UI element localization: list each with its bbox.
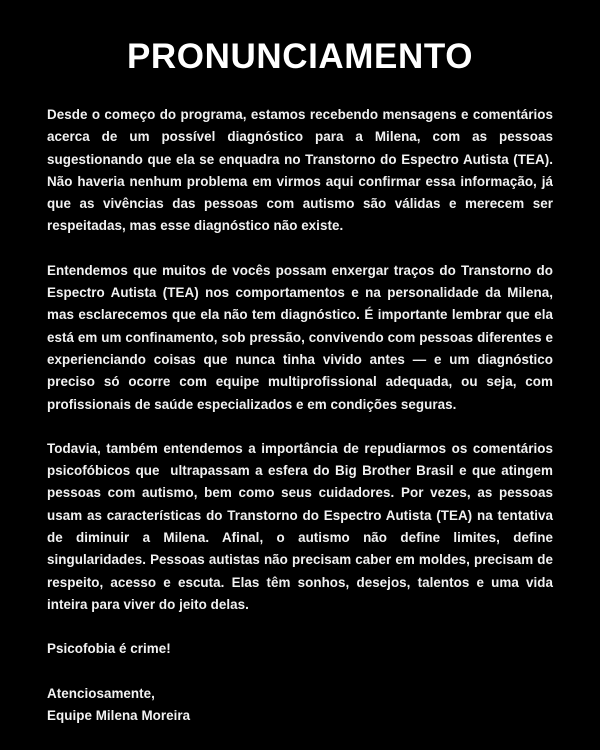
- statement-body: [47, 104, 557, 727]
- page-title: PRONUNCIAMENTO: [126, 37, 474, 76]
- statement-paragraph-2: Entendemos que muitos de vocês possam enxergar traços do Transtorno do Espectro Autista (TEA) nos comportamentos e na personalidade da Milena, mas esclarecemos que ela não tem diagnóstico. É importante lembrar que ela está em um confinamento, sob pressão, convivendo com pessoas diferentes e experienciando coisas que nunca tinha vivido antes — e um diagnóstico preciso só ocorre com equipe multiprofissional adequada, ou seja, com profissionais de saúde especializados e em condições seguras.: [47, 262, 557, 412]
- call-to-action-line: Psicofobia é crime!: [47, 641, 171, 657]
- signoff-block: [47, 638, 553, 727]
- signoff-closing: Atenciosamente,: [47, 685, 155, 701]
- statement-paragraph-1: Desde o começo do programa, estamos recebendo mensagens e comentários acerca de um possível diagnóstico para a Milena, com as pessoas sugestionando que ela se enquadra no Transtorno do Espectro Autista (TEA). Não haveria nenhum problema em virmos aqui confirmar essa informação, já que as vivências das pessoas com autismo são válidas e merecem ser respeitadas, mas esse diagnóstico não existe.: [47, 107, 557, 234]
- signoff-signature: Equipe Milena Moreira: [47, 707, 191, 723]
- statement-paragraph-3: Todavia, também entendemos a importância de repudiarmos os comentários psicofóbicos que ultrapassam a esfera do Big Brother Brasil e que atingem pessoas com autismo, bem como seus cuidadores. Por vezes, as pessoas usam as características do Transtorno do Espectro Autista (TEA) na tentativa de diminuir a Milena. Afinal, o autismo não define limites, define singularidades. Pessoas autistas não precisam caber em moldes, precisam de respeito, acesso e escuta. Elas têm sonhos, desejos, talentos e uma vida inteira para viver do jeito delas.: [47, 440, 557, 612]
- signoff-spacer: [47, 661, 553, 683]
